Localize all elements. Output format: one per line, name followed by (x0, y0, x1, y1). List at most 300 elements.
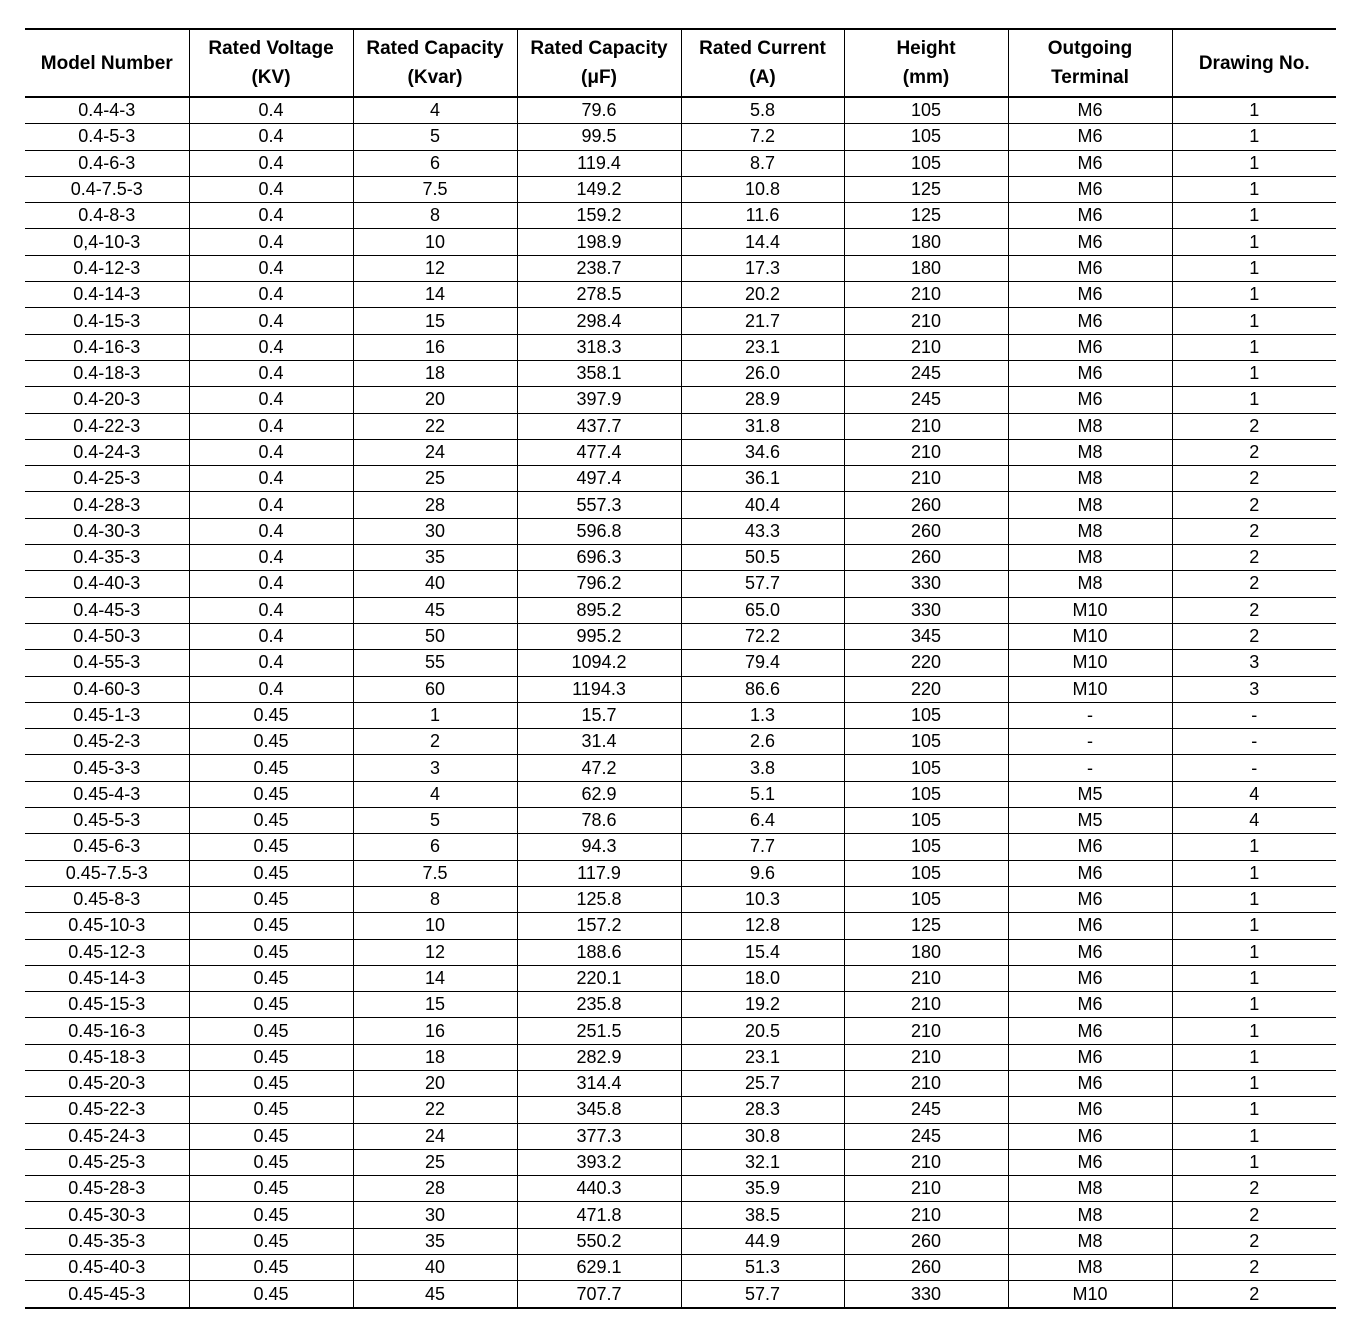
cell-rated-voltage: 0.4 (189, 308, 353, 334)
cell-rated-current: 19.2 (681, 992, 844, 1018)
cell-rated-current: 38.5 (681, 1202, 844, 1228)
cell-height: 125 (844, 913, 1008, 939)
cell-height: 210 (844, 466, 1008, 492)
cell-model-number: 0.45-2-3 (25, 729, 189, 755)
cell-model-number: 0.4-50-3 (25, 623, 189, 649)
cell-rated-current: 25.7 (681, 1070, 844, 1096)
table-row (25, 913, 1336, 939)
header-line-2: Terminal (1051, 67, 1129, 88)
cell-drawing-no: 1 (1172, 1097, 1336, 1123)
cell-rated-current: 18.0 (681, 965, 844, 991)
cell-rated-voltage: 0.4 (189, 150, 353, 176)
cell-drawing-no: 1 (1172, 886, 1336, 912)
cell-model-number: 0.45-15-3 (25, 992, 189, 1018)
cell-height: 210 (844, 334, 1008, 360)
cell-drawing-no: 2 (1172, 1255, 1336, 1281)
table-row (25, 965, 1336, 991)
header-rated-current (681, 29, 844, 97)
cell-rated-current: 12.8 (681, 913, 844, 939)
cell-height: 330 (844, 571, 1008, 597)
table-row (25, 571, 1336, 597)
cell-rated-capacity-uf: 477.4 (517, 439, 681, 465)
cell-rated-capacity-uf: 995.2 (517, 623, 681, 649)
cell-height: 345 (844, 623, 1008, 649)
cell-rated-current: 9.6 (681, 860, 844, 886)
cell-rated-capacity-uf: 117.9 (517, 860, 681, 886)
cell-rated-capacity-uf: 78.6 (517, 808, 681, 834)
cell-rated-capacity-kvar: 45 (353, 1281, 517, 1308)
table-row (25, 886, 1336, 912)
table-row (25, 1228, 1336, 1254)
cell-height: 105 (844, 886, 1008, 912)
cell-rated-voltage: 0.45 (189, 1228, 353, 1254)
cell-rated-capacity-kvar: 55 (353, 650, 517, 676)
cell-rated-capacity-kvar: 4 (353, 97, 517, 124)
cell-height: 125 (844, 176, 1008, 202)
cell-height: 210 (844, 1018, 1008, 1044)
cell-rated-capacity-uf: 696.3 (517, 545, 681, 571)
cell-height: 210 (844, 1044, 1008, 1070)
cell-model-number: 0.45-5-3 (25, 808, 189, 834)
cell-outgoing-terminal: M5 (1008, 781, 1172, 807)
cell-model-number: 0.4-28-3 (25, 492, 189, 518)
cell-rated-capacity-uf: 397.9 (517, 387, 681, 413)
cell-rated-voltage: 0.4 (189, 176, 353, 202)
cell-drawing-no: 2 (1172, 1281, 1336, 1308)
cell-rated-voltage: 0.45 (189, 781, 353, 807)
table-row (25, 808, 1336, 834)
cell-rated-current: 3.8 (681, 755, 844, 781)
cell-height: 105 (844, 97, 1008, 124)
header-rated-capacity-uf (517, 29, 681, 97)
cell-model-number: 0.45-18-3 (25, 1044, 189, 1070)
cell-model-number: 0.4-4-3 (25, 97, 189, 124)
cell-drawing-no: - (1172, 702, 1336, 728)
cell-model-number: 0.45-22-3 (25, 1097, 189, 1123)
cell-rated-capacity-uf: 157.2 (517, 913, 681, 939)
cell-rated-current: 57.7 (681, 571, 844, 597)
cell-model-number: 0.45-4-3 (25, 781, 189, 807)
table-row (25, 308, 1336, 334)
header-line-2: (A) (749, 67, 776, 88)
cell-outgoing-terminal: M6 (1008, 913, 1172, 939)
cell-drawing-no: 1 (1172, 387, 1336, 413)
cell-rated-capacity-uf: 596.8 (517, 518, 681, 544)
cell-drawing-no: 1 (1172, 834, 1336, 860)
cell-model-number: 0.4-14-3 (25, 282, 189, 308)
cell-rated-voltage: 0.4 (189, 413, 353, 439)
cell-rated-current: 23.1 (681, 1044, 844, 1070)
cell-rated-capacity-kvar: 12 (353, 939, 517, 965)
cell-drawing-no: 1 (1172, 124, 1336, 150)
cell-model-number: 0.45-12-3 (25, 939, 189, 965)
cell-model-number: 0.45-8-3 (25, 886, 189, 912)
cell-rated-capacity-uf: 15.7 (517, 702, 681, 728)
cell-height: 210 (844, 439, 1008, 465)
cell-rated-capacity-kvar: 7.5 (353, 176, 517, 202)
table-row (25, 860, 1336, 886)
cell-rated-voltage: 0.4 (189, 439, 353, 465)
cell-model-number: 0.45-6-3 (25, 834, 189, 860)
table-row (25, 150, 1336, 176)
cell-rated-current: 20.2 (681, 282, 844, 308)
cell-outgoing-terminal: M6 (1008, 1149, 1172, 1175)
cell-rated-capacity-uf: 393.2 (517, 1149, 681, 1175)
cell-rated-current: 10.8 (681, 176, 844, 202)
cell-model-number: 0.4-60-3 (25, 676, 189, 702)
cell-rated-capacity-uf: 796.2 (517, 571, 681, 597)
cell-outgoing-terminal: M6 (1008, 124, 1172, 150)
cell-rated-current: 8.7 (681, 150, 844, 176)
cell-outgoing-terminal: M5 (1008, 808, 1172, 834)
cell-model-number: 0.4-12-3 (25, 255, 189, 281)
cell-rated-voltage: 0.45 (189, 939, 353, 965)
header-line-2: (mm) (902, 67, 950, 88)
cell-model-number: 0.4-40-3 (25, 571, 189, 597)
cell-rated-capacity-kvar: 16 (353, 1018, 517, 1044)
table-row (25, 1097, 1336, 1123)
cell-rated-voltage: 0.45 (189, 755, 353, 781)
cell-rated-capacity-uf: 629.1 (517, 1255, 681, 1281)
table-row (25, 834, 1336, 860)
cell-height: 210 (844, 413, 1008, 439)
cell-rated-capacity-uf: 707.7 (517, 1281, 681, 1308)
cell-model-number: 0.45-45-3 (25, 1281, 189, 1308)
cell-rated-capacity-kvar: 3 (353, 755, 517, 781)
cell-rated-current: 14.4 (681, 229, 844, 255)
cell-model-number: 0.4-35-3 (25, 545, 189, 571)
cell-height: 260 (844, 1255, 1008, 1281)
cell-model-number: 0.4-6-3 (25, 150, 189, 176)
cell-rated-capacity-kvar: 24 (353, 1123, 517, 1149)
table-row (25, 1255, 1336, 1281)
cell-rated-current: 44.9 (681, 1228, 844, 1254)
cell-rated-current: 7.7 (681, 834, 844, 860)
cell-height: 210 (844, 965, 1008, 991)
cell-rated-current: 32.1 (681, 1149, 844, 1175)
cell-rated-capacity-kvar: 6 (353, 150, 517, 176)
cell-rated-voltage: 0.45 (189, 1123, 353, 1149)
cell-model-number: 0.45-7.5-3 (25, 860, 189, 886)
cell-height: 260 (844, 1228, 1008, 1254)
table-row (25, 939, 1336, 965)
cell-outgoing-terminal: M6 (1008, 965, 1172, 991)
cell-rated-current: 51.3 (681, 1255, 844, 1281)
cell-outgoing-terminal: - (1008, 755, 1172, 781)
cell-drawing-no: 1 (1172, 992, 1336, 1018)
cell-rated-voltage: 0.45 (189, 860, 353, 886)
cell-rated-capacity-kvar: 15 (353, 992, 517, 1018)
cell-rated-current: 40.4 (681, 492, 844, 518)
cell-drawing-no: 1 (1172, 1149, 1336, 1175)
cell-rated-capacity-kvar: 18 (353, 1044, 517, 1070)
cell-rated-capacity-uf: 298.4 (517, 308, 681, 334)
cell-rated-current: 72.2 (681, 623, 844, 649)
cell-outgoing-terminal: M6 (1008, 255, 1172, 281)
cell-drawing-no: 2 (1172, 545, 1336, 571)
table-row (25, 466, 1336, 492)
cell-drawing-no: 1 (1172, 860, 1336, 886)
header-line-1: Rated Capacity (366, 38, 504, 59)
cell-rated-current: 26.0 (681, 360, 844, 386)
cell-rated-capacity-uf: 550.2 (517, 1228, 681, 1254)
header-line-2: (μF) (581, 67, 617, 88)
cell-rated-capacity-kvar: 20 (353, 387, 517, 413)
cell-height: 105 (844, 808, 1008, 834)
cell-model-number: 0.45-40-3 (25, 1255, 189, 1281)
cell-outgoing-terminal: M6 (1008, 860, 1172, 886)
cell-rated-voltage: 0.45 (189, 1044, 353, 1070)
table-row (25, 229, 1336, 255)
cell-rated-capacity-kvar: 5 (353, 808, 517, 834)
table-row (25, 1044, 1336, 1070)
cell-outgoing-terminal: M8 (1008, 545, 1172, 571)
cell-rated-current: 2.6 (681, 729, 844, 755)
cell-rated-capacity-uf: 282.9 (517, 1044, 681, 1070)
cell-outgoing-terminal: M8 (1008, 571, 1172, 597)
cell-rated-capacity-uf: 314.4 (517, 1070, 681, 1096)
cell-rated-capacity-uf: 358.1 (517, 360, 681, 386)
cell-outgoing-terminal: M6 (1008, 834, 1172, 860)
cell-rated-capacity-kvar: 60 (353, 676, 517, 702)
cell-drawing-no: 2 (1172, 623, 1336, 649)
cell-rated-capacity-kvar: 30 (353, 1202, 517, 1228)
table-row (25, 992, 1336, 1018)
cell-rated-current: 15.4 (681, 939, 844, 965)
cell-outgoing-terminal: M6 (1008, 886, 1172, 912)
cell-rated-current: 7.2 (681, 124, 844, 150)
cell-rated-capacity-uf: 318.3 (517, 334, 681, 360)
cell-rated-voltage: 0.45 (189, 965, 353, 991)
cell-rated-current: 28.3 (681, 1097, 844, 1123)
cell-model-number: 0.4-18-3 (25, 360, 189, 386)
cell-drawing-no: 1 (1172, 939, 1336, 965)
cell-outgoing-terminal: M6 (1008, 282, 1172, 308)
cell-outgoing-terminal: M6 (1008, 229, 1172, 255)
cell-drawing-no: - (1172, 755, 1336, 781)
header-outgoing-terminal (1008, 29, 1172, 97)
cell-height: 105 (844, 755, 1008, 781)
table-body (25, 97, 1336, 1308)
cell-rated-capacity-uf: 497.4 (517, 466, 681, 492)
cell-outgoing-terminal: M6 (1008, 1018, 1172, 1044)
table-row (25, 334, 1336, 360)
cell-model-number: 0.45-3-3 (25, 755, 189, 781)
cell-rated-voltage: 0.4 (189, 334, 353, 360)
cell-drawing-no: 1 (1172, 255, 1336, 281)
cell-height: 245 (844, 387, 1008, 413)
cell-rated-current: 57.7 (681, 1281, 844, 1308)
cell-rated-voltage: 0.4 (189, 650, 353, 676)
cell-rated-voltage: 0.4 (189, 203, 353, 229)
cell-rated-current: 1.3 (681, 702, 844, 728)
cell-model-number: 0.4-20-3 (25, 387, 189, 413)
table-row (25, 282, 1336, 308)
cell-drawing-no: 1 (1172, 1044, 1336, 1070)
cell-rated-capacity-uf: 198.9 (517, 229, 681, 255)
cell-drawing-no: 2 (1172, 413, 1336, 439)
header-line-1: Rated Current (699, 38, 826, 59)
cell-rated-voltage: 0.45 (189, 834, 353, 860)
cell-rated-capacity-kvar: 18 (353, 360, 517, 386)
cell-outgoing-terminal: - (1008, 702, 1172, 728)
cell-rated-capacity-uf: 557.3 (517, 492, 681, 518)
cell-rated-current: 35.9 (681, 1176, 844, 1202)
cell-rated-capacity-kvar: 50 (353, 623, 517, 649)
cell-rated-capacity-kvar: 7.5 (353, 860, 517, 886)
cell-rated-current: 5.8 (681, 97, 844, 124)
table-row (25, 360, 1336, 386)
cell-height: 210 (844, 1149, 1008, 1175)
cell-drawing-no: 4 (1172, 808, 1336, 834)
table-row (25, 623, 1336, 649)
cell-drawing-no: 2 (1172, 492, 1336, 518)
cell-rated-capacity-uf: 94.3 (517, 834, 681, 860)
cell-outgoing-terminal: M6 (1008, 1070, 1172, 1096)
table-row (25, 676, 1336, 702)
cell-outgoing-terminal: M8 (1008, 1176, 1172, 1202)
cell-outgoing-terminal: M6 (1008, 1044, 1172, 1070)
cell-rated-capacity-kvar: 8 (353, 886, 517, 912)
table-row (25, 518, 1336, 544)
table-row (25, 545, 1336, 571)
cell-height: 105 (844, 702, 1008, 728)
cell-height: 180 (844, 229, 1008, 255)
cell-height: 105 (844, 729, 1008, 755)
cell-drawing-no: 1 (1172, 97, 1336, 124)
cell-rated-capacity-uf: 1194.3 (517, 676, 681, 702)
cell-outgoing-terminal: M8 (1008, 413, 1172, 439)
table-row (25, 176, 1336, 202)
cell-model-number: 0.4-8-3 (25, 203, 189, 229)
cell-rated-current: 17.3 (681, 255, 844, 281)
cell-drawing-no: 3 (1172, 650, 1336, 676)
cell-rated-capacity-uf: 149.2 (517, 176, 681, 202)
cell-model-number: 0,4-10-3 (25, 229, 189, 255)
cell-drawing-no: 1 (1172, 1123, 1336, 1149)
cell-rated-capacity-kvar: 35 (353, 545, 517, 571)
cell-rated-capacity-kvar: 25 (353, 1149, 517, 1175)
header-drawing-no (1172, 29, 1336, 97)
cell-rated-voltage: 0.4 (189, 466, 353, 492)
cell-height: 220 (844, 650, 1008, 676)
cell-height: 105 (844, 124, 1008, 150)
table-row (25, 650, 1336, 676)
cell-outgoing-terminal: M6 (1008, 1123, 1172, 1149)
cell-height: 330 (844, 1281, 1008, 1308)
cell-rated-capacity-uf: 377.3 (517, 1123, 681, 1149)
table-row (25, 597, 1336, 623)
header-model-number (25, 29, 189, 97)
cell-rated-capacity-kvar: 6 (353, 834, 517, 860)
table-row (25, 387, 1336, 413)
cell-outgoing-terminal: M10 (1008, 623, 1172, 649)
cell-rated-voltage: 0.4 (189, 492, 353, 518)
cell-rated-voltage: 0.4 (189, 97, 353, 124)
cell-drawing-no: 3 (1172, 676, 1336, 702)
cell-height: 245 (844, 1097, 1008, 1123)
cell-drawing-no: 2 (1172, 571, 1336, 597)
cell-drawing-no: 1 (1172, 1070, 1336, 1096)
cell-height: 210 (844, 308, 1008, 334)
cell-rated-capacity-kvar: 2 (353, 729, 517, 755)
cell-rated-current: 6.4 (681, 808, 844, 834)
cell-model-number: 0.4-24-3 (25, 439, 189, 465)
cell-rated-capacity-uf: 79.6 (517, 97, 681, 124)
cell-outgoing-terminal: M10 (1008, 676, 1172, 702)
cell-outgoing-terminal: M10 (1008, 650, 1172, 676)
cell-rated-voltage: 0.45 (189, 913, 353, 939)
cell-rated-voltage: 0.45 (189, 808, 353, 834)
header-line-1: Height (896, 38, 956, 59)
cell-outgoing-terminal: M6 (1008, 203, 1172, 229)
cell-rated-voltage: 0.45 (189, 1281, 353, 1308)
cell-model-number: 0.4-30-3 (25, 518, 189, 544)
cell-rated-voltage: 0.4 (189, 124, 353, 150)
table-row (25, 1202, 1336, 1228)
cell-rated-current: 11.6 (681, 203, 844, 229)
cell-drawing-no: 2 (1172, 439, 1336, 465)
cell-rated-voltage: 0.4 (189, 571, 353, 597)
capacitor-spec-table (25, 28, 1336, 1309)
cell-outgoing-terminal: M8 (1008, 1255, 1172, 1281)
cell-rated-voltage: 0.45 (189, 1018, 353, 1044)
cell-rated-voltage: 0.45 (189, 1097, 353, 1123)
table-row (25, 755, 1336, 781)
cell-rated-current: 34.6 (681, 439, 844, 465)
cell-model-number: 0.4-45-3 (25, 597, 189, 623)
cell-rated-capacity-uf: 47.2 (517, 755, 681, 781)
cell-rated-voltage: 0.45 (189, 1202, 353, 1228)
cell-height: 260 (844, 545, 1008, 571)
table-row (25, 1149, 1336, 1175)
cell-rated-capacity-uf: 1094.2 (517, 650, 681, 676)
cell-height: 105 (844, 150, 1008, 176)
cell-rated-capacity-kvar: 40 (353, 571, 517, 597)
cell-model-number: 0.45-20-3 (25, 1070, 189, 1096)
cell-drawing-no: 1 (1172, 965, 1336, 991)
table-row (25, 413, 1336, 439)
cell-rated-current: 20.5 (681, 1018, 844, 1044)
cell-model-number: 0.45-25-3 (25, 1149, 189, 1175)
cell-rated-capacity-kvar: 28 (353, 1176, 517, 1202)
cell-rated-capacity-kvar: 24 (353, 439, 517, 465)
cell-model-number: 0.45-28-3 (25, 1176, 189, 1202)
cell-drawing-no: 1 (1172, 360, 1336, 386)
header-height (844, 29, 1008, 97)
cell-drawing-no: 2 (1172, 1228, 1336, 1254)
cell-rated-capacity-kvar: 12 (353, 255, 517, 281)
cell-rated-capacity-uf: 471.8 (517, 1202, 681, 1228)
cell-drawing-no: 1 (1172, 203, 1336, 229)
cell-model-number: 0.4-16-3 (25, 334, 189, 360)
cell-rated-voltage: 0.4 (189, 623, 353, 649)
cell-height: 330 (844, 597, 1008, 623)
cell-outgoing-terminal: M6 (1008, 150, 1172, 176)
cell-rated-capacity-uf: 99.5 (517, 124, 681, 150)
cell-rated-current: 86.6 (681, 676, 844, 702)
header-rated-capacity-kvar (353, 29, 517, 97)
cell-height: 245 (844, 360, 1008, 386)
table-row (25, 203, 1336, 229)
cell-rated-voltage: 0.4 (189, 229, 353, 255)
cell-outgoing-terminal: M6 (1008, 992, 1172, 1018)
cell-height: 210 (844, 1070, 1008, 1096)
cell-rated-current: 31.8 (681, 413, 844, 439)
cell-rated-capacity-uf: 440.3 (517, 1176, 681, 1202)
cell-rated-capacity-kvar: 22 (353, 1097, 517, 1123)
header-rated-voltage (189, 29, 353, 97)
